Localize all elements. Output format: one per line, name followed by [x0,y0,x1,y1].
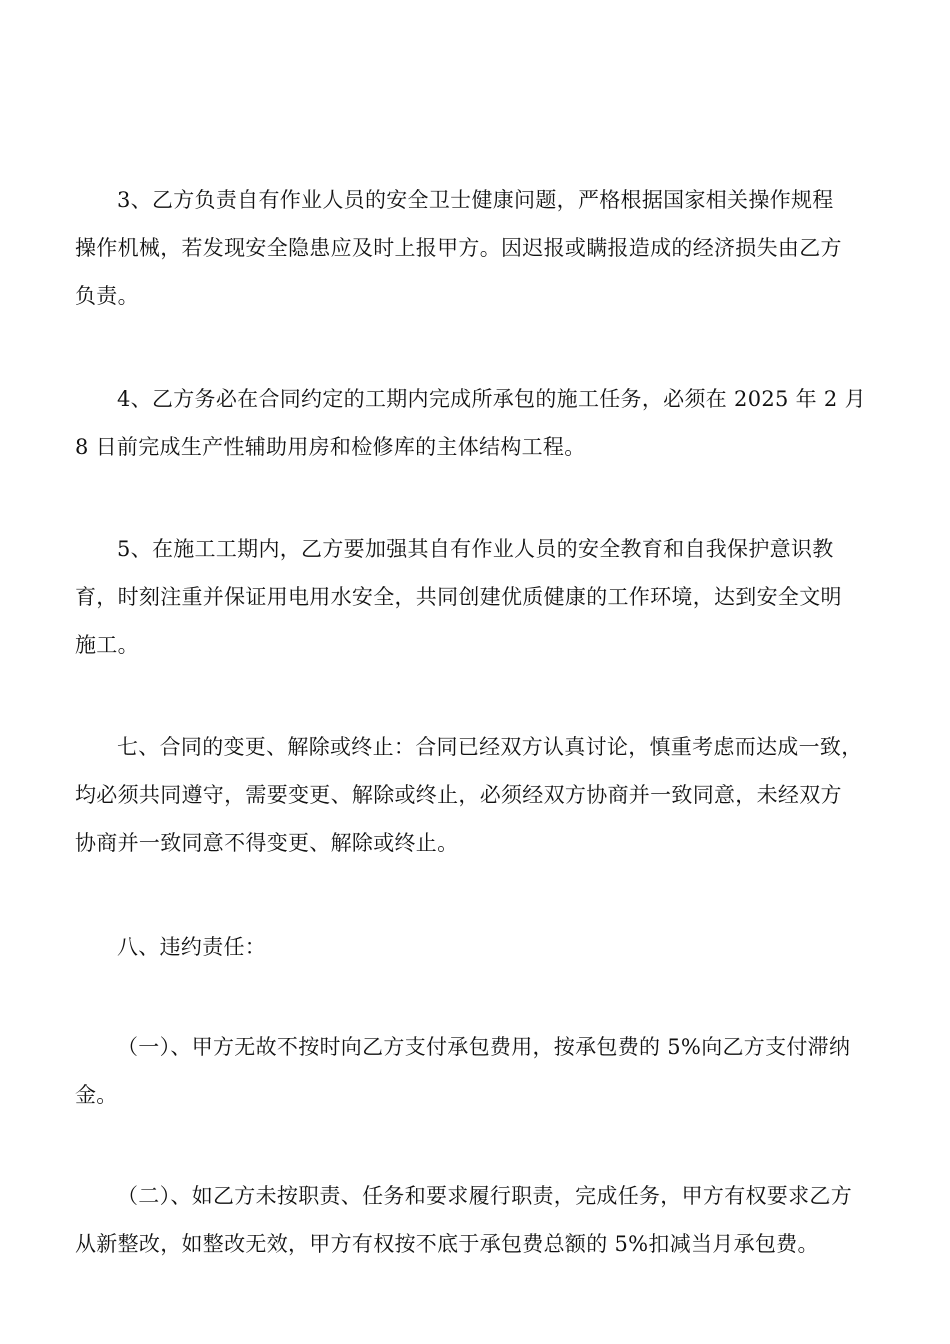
text-line: （一）、甲方无故不按时向乙方支付承包费用，按承包费的 5%向乙方支付滞纳 [117,1035,851,1059]
section-heading: 八、违约责任： [117,935,267,959]
text-line: 协商并一致同意不得变更、解除或终止。 [75,831,459,855]
paragraph-section-7 [75,723,885,867]
text-line: 负责。 [75,284,139,308]
text-line: 8 日前完成生产性辅助用房和检修库的主体结构工程。 [75,435,586,459]
paragraph-clause-4 [75,375,885,471]
text-line: （二）、如乙方未按职责、任务和要求履行职责，完成任务，甲方有权要求乙方 [117,1184,852,1208]
text-line: 3、乙方负责自有作业人员的安全卫士健康问题，严格根据国家相关操作规程 [117,188,834,212]
text-line: 均必须共同遵守，需要变更、解除或终止，必须经双方协商并一致同意，未经双方 [75,783,842,807]
paragraph-liability-2 [75,1172,885,1268]
text-line: 金。 [75,1083,118,1107]
text-line: 5、在施工工期内，乙方要加强其自有作业人员的安全教育和自我保护意识教 [117,537,834,561]
paragraph-liability-1 [75,1023,885,1119]
text-line: 操作机械，若发现安全隐患应及时上报甲方。因迟报或瞒报造成的经济损失由乙方 [75,236,842,260]
paragraph-section-8 [75,923,885,971]
text-line: 从新整改，如整改无效，甲方有权按不底于承包费总额的 5%扣减当月承包费。 [75,1232,819,1256]
text-line: 育，时刻注重并保证用电用水安全，共同创建优质健康的工作环境，达到安全文明 [75,585,842,609]
text-line: 施工。 [75,633,139,657]
text-line: 七、合同的变更、解除或终止：合同已经双方认真讨论，慎重考虑而达成一致， [117,735,863,759]
paragraph-clause-3 [75,176,885,320]
text-line: 4、乙方务必在合同约定的工期内完成所承包的施工任务，必须在 2025 年 2 月 [117,387,866,411]
paragraph-clause-5 [75,525,885,669]
